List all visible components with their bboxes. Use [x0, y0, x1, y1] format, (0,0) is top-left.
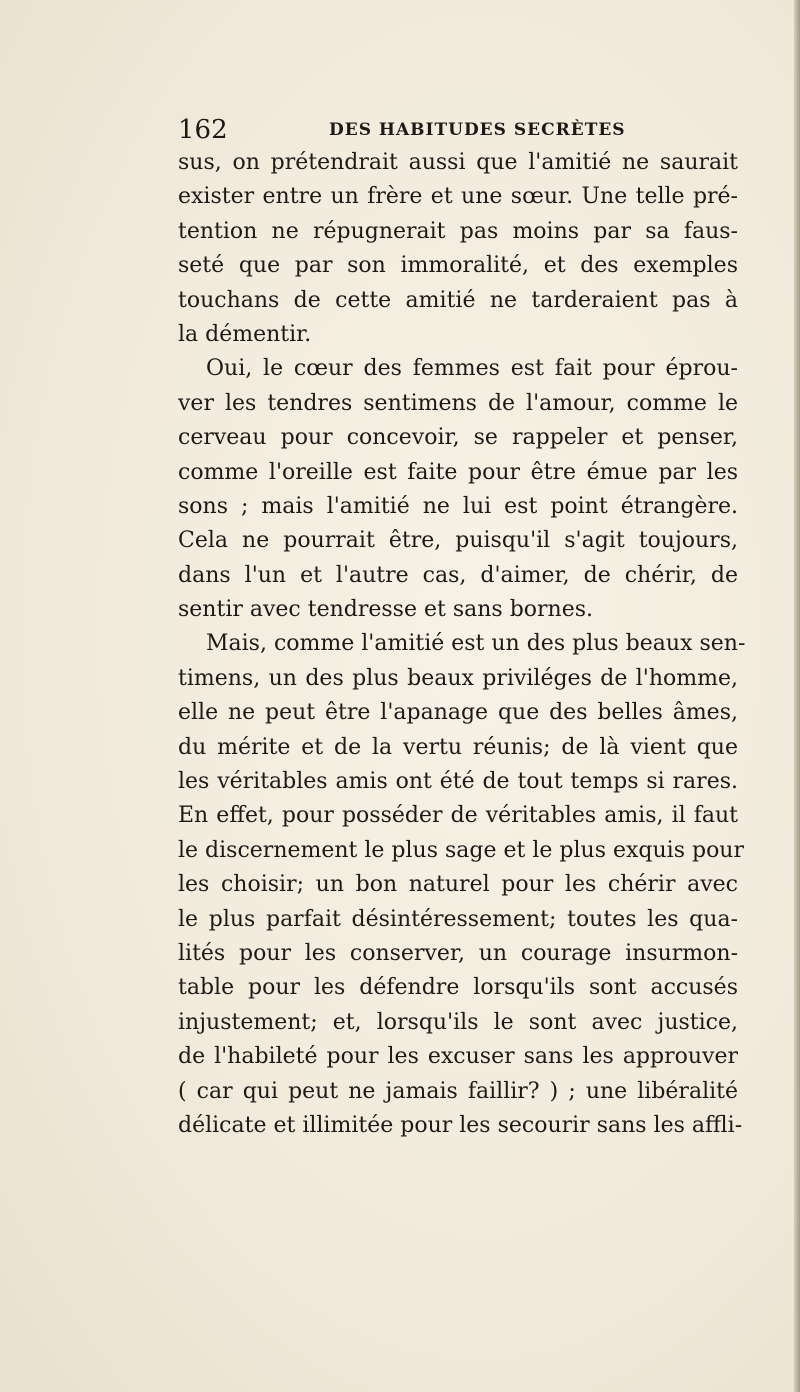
text-line: seté que par son immoralité, et des exemples: [178, 253, 738, 279]
page-header: [178, 112, 738, 148]
text-line: ( car qui peut ne jamais faillir? ) ; une libéralité: [178, 1078, 738, 1104]
text-line: cerveau pour concevoir, se rappeler et penser,: [178, 425, 738, 451]
page-edge: [794, 0, 800, 1392]
text-line: ver les tendres sentimens de l'amour, comme le: [178, 390, 738, 416]
text-line: table pour les défendre lorsqu'ils sont accusés: [178, 975, 738, 1001]
text-line: sentir avec tendresse et sans bornes.: [178, 597, 594, 623]
text-line: sons ; mais l'amitié ne lui est point étrangère.: [178, 493, 738, 519]
text-line: injustement; et, lorsqu'ils le sont avec justice,: [178, 1009, 738, 1035]
page-number: 162: [178, 115, 228, 145]
text-line: la démentir.: [178, 321, 312, 347]
text-line: timens, un des plus beaux priviléges de l'homme,: [178, 665, 738, 691]
text-line: le discernement le plus sage et le plus exquis pour: [178, 837, 744, 863]
text-line: comme l'oreille est faite pour être émue par les: [178, 459, 738, 485]
text-line: lités pour les conserver, un courage insurmon-: [178, 940, 738, 966]
text-line: dans l'un et l'autre cas, d'aimer, de chérir, de: [178, 562, 738, 588]
text-line: de l'habileté pour les excuser sans les approuver: [178, 1044, 738, 1070]
text-line: elle ne peut être l'apanage que des belles âmes,: [178, 700, 738, 726]
text-line: les choisir; un bon naturel pour les chérir avec: [178, 872, 738, 898]
text-line: exister entre un frère et une sœur. Une telle pré-: [178, 184, 738, 210]
text-line: du mérite et de la vertu réunis; de là vient que: [178, 734, 738, 760]
text-line: touchans de cette amitié ne tarderaient pas à: [178, 287, 738, 313]
text-line: Mais, comme l'amitié est un des plus beaux sen-: [206, 631, 746, 657]
text-line: sus, on prétendrait aussi que l'amitié ne saurait: [178, 150, 738, 175]
text-line: délicate et illimitée pour les secourir sans les affli-: [178, 1112, 743, 1138]
text-line: En effet, pour posséder de véritables amis, il faut: [178, 803, 738, 829]
text-line: les véritables amis ont été de tout temps si rares.: [178, 769, 738, 795]
text-line: Cela ne pourrait être, puisqu'il s'agit toujours,: [178, 528, 738, 554]
text-line: le plus parfait désintéressement; toutes les qua-: [178, 906, 738, 932]
body-text: [178, 146, 746, 1143]
text-line: tention ne répugnerait pas moins par sa faus-: [178, 218, 738, 244]
text-line: Oui, le cœur des femmes est fait pour éprou-: [206, 356, 738, 382]
running-head: DES HABITUDES SECRÈTES: [329, 120, 626, 140]
